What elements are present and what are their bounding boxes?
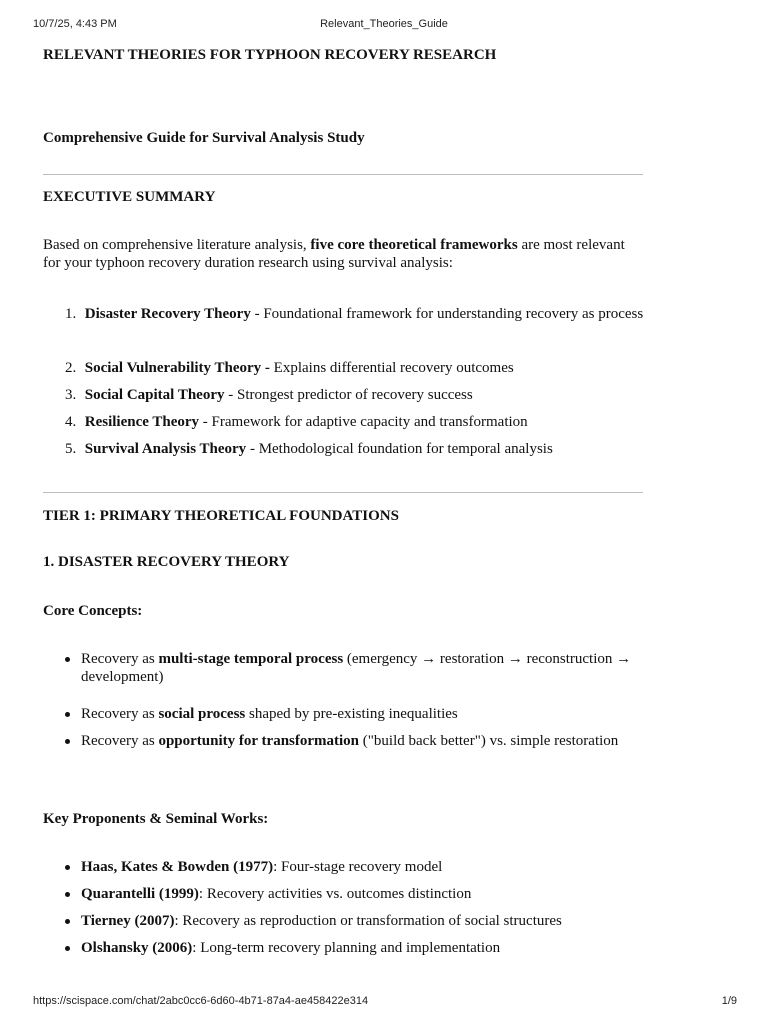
list-item: Haas, Kates & Bowden (1977): Four-stage recovery model — [81, 858, 442, 876]
section-heading: 1. DISASTER RECOVERY THEORY — [43, 554, 290, 570]
bullet-icon — [65, 892, 70, 897]
core-concepts-heading: Core Concepts: — [43, 603, 143, 619]
tier1-heading: TIER 1: PRIMARY THEORETICAL FOUNDATIONS — [43, 508, 399, 524]
document-title: RELEVANT THEORIES FOR TYPHOON RECOVERY RESEARCH — [43, 47, 497, 63]
list-item: Quarantelli (1999): Recovery activities vs. outcomes distinction — [81, 885, 471, 903]
framework-item: 3. Social Capital Theory - Strongest predictor of recovery success — [65, 387, 473, 403]
bullet-icon — [65, 712, 70, 717]
list-item: Recovery as opportunity for transformation ("build back better") vs. simple restoration — [81, 732, 618, 750]
print-doc-title: Relevant_Theories_Guide — [320, 18, 448, 30]
list-item: Tierney (2007): Recovery as reproduction or transformation of social structures — [81, 912, 562, 930]
list-item: Olshansky (2006): Long-term recovery planning and implementation — [81, 939, 500, 957]
print-datetime: 10/7/25, 4:43 PM — [33, 18, 117, 30]
proponents-heading: Key Proponents & Seminal Works: — [43, 811, 269, 827]
exec-summary-heading: EXECUTIVE SUMMARY — [43, 189, 216, 205]
print-url: https://scispace.com/chat/2abc0cc6-6d60-4b71-87a4-ae458422e314 — [33, 995, 369, 1007]
list-item: Recovery as multi-stage temporal process (emergency → restoration → reconstruction → development) — [81, 650, 631, 686]
framework-item: 1. Disaster Recovery Theory - Foundational framework for understanding recovery as process — [65, 306, 644, 322]
divider — [43, 174, 643, 175]
list-item: Recovery as social process shaped by pre-existing inequalities — [81, 705, 458, 723]
exec-summary-paragraph: Based on comprehensive literature analysis, five core theoretical frameworks are most relevant for your typhoon recovery duration research using survival analysis: — [43, 237, 625, 271]
framework-item: 4. Resilience Theory - Framework for adaptive capacity and transformation — [65, 414, 528, 430]
bullet-icon — [65, 919, 70, 924]
framework-item: 5. Survival Analysis Theory - Methodological foundation for temporal analysis — [65, 441, 553, 457]
divider — [43, 492, 643, 493]
bullet-icon — [65, 946, 70, 951]
bullet-icon — [65, 657, 70, 662]
print-footer — [0, 995, 768, 1011]
framework-item: 2. Social Vulnerability Theory - Explains differential recovery outcomes — [65, 360, 514, 376]
bullet-icon — [65, 739, 70, 744]
document-subtitle: Comprehensive Guide for Survival Analysis Study — [43, 130, 365, 146]
print-page-number: 1/9 — [721, 995, 737, 1007]
exec-summary-emphasis: five core theoretical frameworks — [310, 237, 518, 253]
print-header — [0, 18, 768, 34]
bullet-icon — [65, 865, 70, 870]
